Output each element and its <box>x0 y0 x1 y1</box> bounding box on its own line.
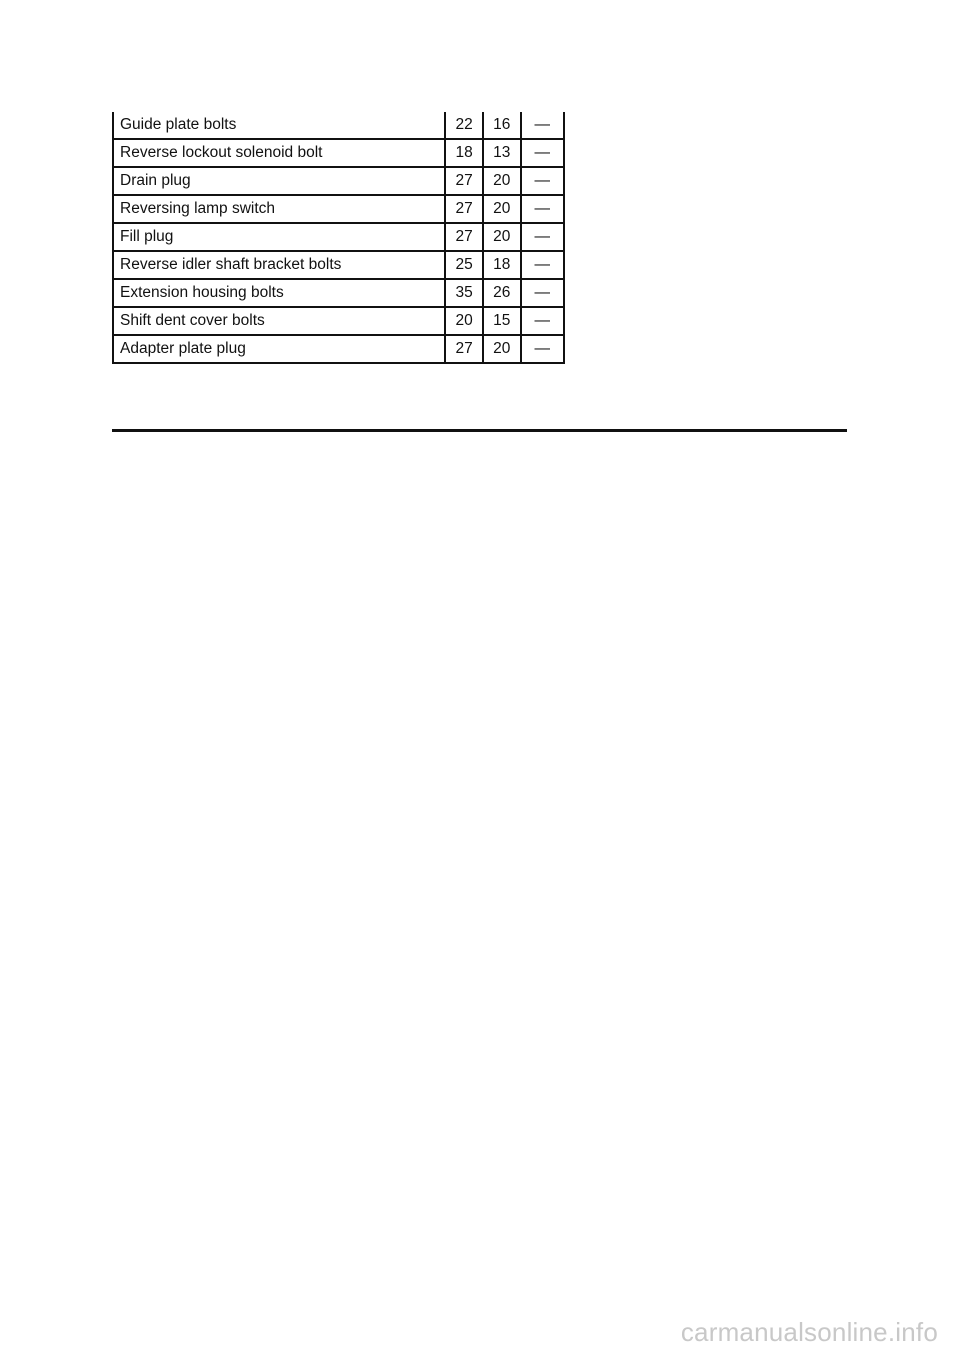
table-row <box>113 112 564 139</box>
table-row <box>113 139 564 167</box>
row-nm-value: 25 <box>445 251 483 279</box>
row-lbft-value: 16 <box>483 112 521 139</box>
table-row <box>113 167 564 195</box>
row-nm-value: 35 <box>445 279 483 307</box>
row-lbft-value: 20 <box>483 195 521 223</box>
row-lbin-value: — <box>521 167 564 195</box>
row-description: Reverse lockout solenoid bolt <box>113 139 445 167</box>
table-row <box>113 223 564 251</box>
row-lbin-value: — <box>521 223 564 251</box>
table-row <box>113 195 564 223</box>
row-lbin-value: — <box>521 307 564 335</box>
row-description: Reverse idler shaft bracket bolts <box>113 251 445 279</box>
row-lbft-value: 13 <box>483 139 521 167</box>
row-lbin-value: — <box>521 279 564 307</box>
row-lbft-value: 20 <box>483 335 521 363</box>
row-nm-value: 18 <box>445 139 483 167</box>
row-lbft-value: 26 <box>483 279 521 307</box>
row-description: Shift dent cover bolts <box>113 307 445 335</box>
torque-specifications-table <box>112 112 565 364</box>
row-description: Extension housing bolts <box>113 279 445 307</box>
section-divider-rule <box>112 429 847 432</box>
row-lbft-value: 20 <box>483 223 521 251</box>
row-lbin-value: — <box>521 335 564 363</box>
row-description: Fill plug <box>113 223 445 251</box>
table-row <box>113 335 564 363</box>
row-lbft-value: 20 <box>483 167 521 195</box>
row-nm-value: 22 <box>445 112 483 139</box>
row-description: Drain plug <box>113 167 445 195</box>
row-description: Guide plate bolts <box>113 112 445 139</box>
watermark-text: carmanualsonline.info <box>680 1317 938 1347</box>
row-nm-value: 20 <box>445 307 483 335</box>
table-row <box>113 251 564 279</box>
row-nm-value: 27 <box>445 167 483 195</box>
row-nm-value: 27 <box>445 223 483 251</box>
row-description: Adapter plate plug <box>113 335 445 363</box>
row-lbft-value: 15 <box>483 307 521 335</box>
row-description: Reversing lamp switch <box>113 195 445 223</box>
row-lbin-value: — <box>521 251 564 279</box>
row-lbin-value: — <box>521 195 564 223</box>
row-nm-value: 27 <box>445 195 483 223</box>
table-row <box>113 307 564 335</box>
row-lbin-value: — <box>521 139 564 167</box>
row-nm-value: 27 <box>445 335 483 363</box>
row-lbin-value: — <box>521 112 564 139</box>
row-lbft-value: 18 <box>483 251 521 279</box>
table-row <box>113 279 564 307</box>
